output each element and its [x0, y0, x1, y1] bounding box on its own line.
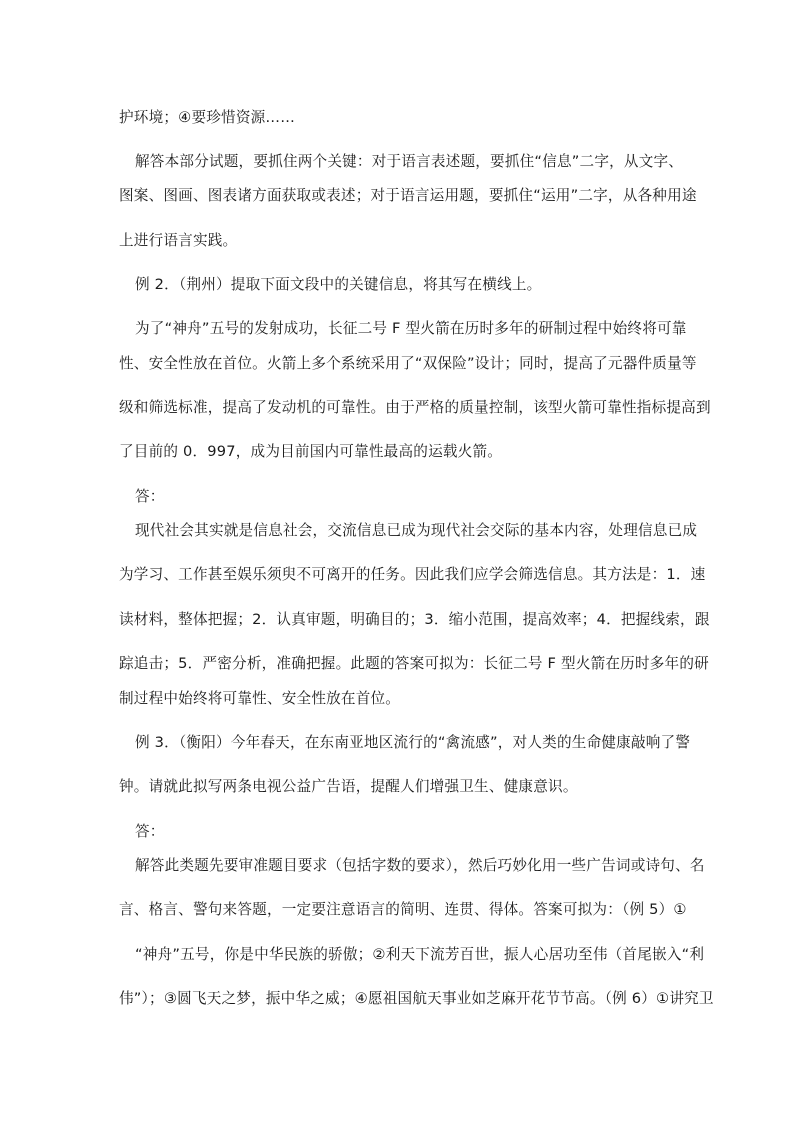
paragraph-line: “神舟”五号，你是中华民族的骄傲；②利天下流芳百世，振人心居功至伟（首尾嵌入“利 [135, 946, 705, 963]
paragraph-line: 踪追击；5．严密分析，准确把握。此题的答案可拟为：长征二号 F 型火箭在历时多年的研 [119, 655, 709, 672]
paragraph-line: 为学习、工作甚至娱乐须臾不可离开的任务。因此我们应学会筛选信息。其方法是：1．速 [119, 566, 706, 583]
paragraph-line: 言、格言、警句来答题，一定要注意语言的简明、连贯、得体。答案可拟为：（例 5）① [119, 901, 687, 918]
paragraph-line: 了目前的 0．997，成为目前国内可靠性最高的运载火箭。 [119, 443, 503, 460]
paragraph-line: 解答本部分试题，要抓住两个关键：对于语言表述题，要抓住“信息”二字，从文字、 [135, 153, 684, 170]
paragraph-line: 图案、图画、图表诸方面获取或表述；对于语言运用题，要抓住“运用”二字，从各种用途 [119, 187, 697, 204]
example-heading: 例 2．（荆州）提取下面文段中的关键信息，将其写在横线上。 [135, 276, 542, 293]
paragraph-line: 制过程中始终将可靠性、安全性放在首位。 [119, 690, 401, 707]
answer-label: 答： [135, 823, 165, 840]
paragraph-line: 为了“神舟”五号的发射成功，长征二号 F 型火箭在历时多年的研制过程中始终将可靠 [135, 320, 687, 337]
paragraph-line: 级和筛选标准，提高了发动机的可靠性。由于严格的质量控制，该型火箭可靠性指标提高到 [119, 399, 711, 416]
example-heading: 例 3．（衡阳）今年春天，在东南亚地区流行的“禽流感”，对人类的生命健康敲响了警 [135, 734, 691, 751]
paragraph-line: 钟。请就此拟写两条电视公益广告语，提醒人们增强卫生、健康意识。 [119, 778, 578, 795]
paragraph-line: 上进行语言实践。 [119, 232, 238, 249]
paragraph-line: 现代社会其实就是信息社会，交流信息已成为现代社会交际的基本内容，处理信息已成 [135, 522, 698, 539]
paragraph-line: 护环境；④要珍惜资源…… [119, 109, 296, 126]
answer-label: 答： [135, 488, 165, 505]
paragraph-line: 性、安全性放在首位。火箭上多个系统采用了“双保险”设计；同时，提高了元器件质量等 [119, 355, 697, 372]
paragraph-line: 解答此类题先要审准题目要求（包括字数的要求），然后巧妙化用一些广告词或诗句、名 [135, 857, 705, 874]
paragraph-line: 读材料，整体把握；2．认真审题，明确目的；3．缩小范围，提高效率；4．把握线索，跟 [119, 611, 710, 628]
paragraph-line: 伟”）；③圆飞天之梦，振中华之威；④愿祖国航天事业如芝麻开花节节高。（例 6）①讲究卫 [119, 990, 714, 1007]
